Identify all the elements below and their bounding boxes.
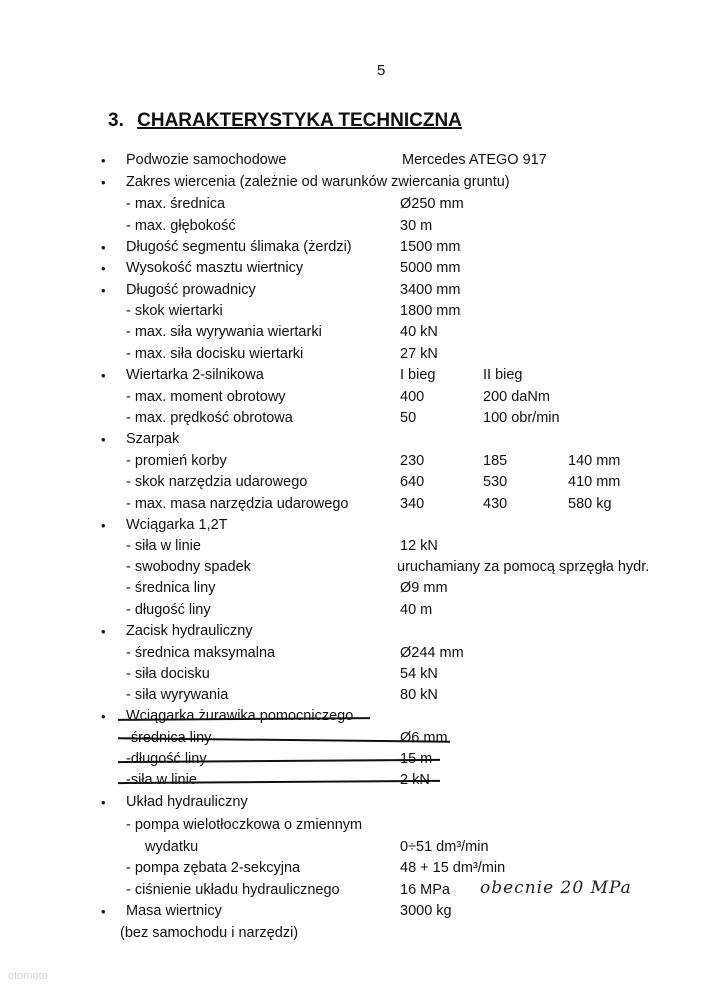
spec-label: - max. masa narzędzia udarowego (126, 496, 349, 512)
spec-label: Długość prowadnicy (126, 282, 256, 298)
bullet-icon: • (101, 709, 106, 724)
spec-label: Wysokość masztu wiertnicy (126, 260, 304, 276)
bullet-icon: • (101, 904, 106, 919)
spec-row (0, 706, 728, 727)
spec-label: - skok wiertarki (126, 303, 223, 319)
spec-label: -średnica liny (126, 730, 212, 746)
bullet-icon: • (101, 795, 106, 810)
spec-row (0, 280, 728, 301)
spec-row (0, 344, 728, 365)
spec-row (0, 621, 728, 642)
spec-row (0, 258, 728, 279)
spec-label: Zakres wiercenia (zależnie od warunków zwiercania gruntu) (126, 174, 510, 190)
spec-row (0, 150, 728, 171)
spec-row (0, 749, 728, 770)
spec-label: Wciągarka żurawika pomocniczego (126, 708, 354, 724)
spec-row (0, 194, 728, 215)
spec-label: - skok narzędzia udarowego (126, 474, 308, 490)
bullet-icon: • (101, 283, 106, 298)
spec-label: - średnica maksymalna (126, 645, 276, 661)
spec-value: 3000 kg (400, 903, 452, 919)
spec-label: - swobodny spadek (126, 559, 251, 575)
spec-label: -długość liny (126, 751, 207, 767)
spec-label: - ciśnienie układu hydraulicznego (126, 882, 340, 898)
spec-row (0, 901, 728, 922)
spec-value: 580 kg (568, 496, 612, 512)
spec-row (0, 536, 728, 557)
watermark: otomoto (8, 970, 48, 982)
spec-value: 185 (483, 453, 508, 469)
spec-label: - max. głębokość (126, 218, 236, 234)
spec-row (0, 237, 728, 258)
spec-value: 40 kN (400, 324, 438, 340)
spec-value: 15 m (400, 751, 433, 767)
spec-value: 400 (400, 389, 425, 405)
bullet-icon: • (101, 153, 106, 168)
spec-row (0, 728, 728, 749)
spec-label: (bez samochodu i narzędzi) (120, 925, 299, 941)
spec-value: 100 obr/min (483, 410, 560, 426)
spec-row (0, 664, 728, 685)
spec-row (0, 837, 728, 858)
section-number: 3. (108, 110, 124, 131)
spec-row (0, 858, 728, 879)
spec-label: - max. siła docisku wiertarki (126, 346, 304, 362)
spec-row (0, 216, 728, 237)
spec-label: - pompa zębata 2-sekcyjna (126, 860, 301, 876)
handwritten-note: obecnie 20 MPa (480, 878, 632, 898)
spec-label: Układ hydrauliczny (126, 794, 248, 810)
bullet-icon: • (101, 240, 106, 255)
spec-value: Ø9 mm (400, 580, 448, 596)
spec-value: 1500 mm (400, 239, 461, 255)
spec-row (0, 643, 728, 664)
spec-label: - promień korby (126, 453, 227, 469)
spec-label: Podwozie samochodowe (126, 152, 287, 168)
spec-row (0, 387, 728, 408)
spec-value: 410 mm (568, 474, 621, 490)
spec-row (0, 494, 728, 515)
spec-row (0, 451, 728, 472)
spec-row (0, 792, 728, 813)
bullet-icon: • (101, 432, 106, 447)
spec-label: Masa wiertnicy (126, 903, 222, 919)
spec-label: - średnica liny (126, 580, 216, 596)
spec-row (0, 365, 728, 386)
spec-label: - max. siła wyrywania wiertarki (126, 324, 322, 340)
spec-value: 230 (400, 453, 425, 469)
spec-row (0, 770, 728, 791)
spec-value: 430 (483, 496, 508, 512)
spec-row (0, 472, 728, 493)
spec-value: Ø250 mm (400, 196, 464, 212)
spec-label: - siła w linie (126, 538, 201, 554)
spec-value: 48 + 15 dm³/min (400, 860, 506, 876)
spec-value: 12 kN (400, 538, 438, 554)
spec-value: 140 mm (568, 453, 621, 469)
spec-label: Wciągarka 1,2T (126, 517, 228, 533)
spec-label: Zacisk hydrauliczny (126, 623, 253, 639)
spec-row (0, 600, 728, 621)
spec-value: 27 kN (400, 346, 438, 362)
spec-label: - max. średnica (126, 196, 226, 212)
spec-row (0, 685, 728, 706)
spec-value: 5000 mm (400, 260, 461, 276)
spec-label: - długość liny (126, 602, 211, 618)
bullet-icon: • (101, 518, 106, 533)
spec-value: 0÷51 dm³/min (400, 839, 489, 855)
spec-value: Mercedes ATEGO 917 (402, 152, 547, 168)
spec-value: uruchamiany za pomocą sprzęgła hydr. (397, 559, 650, 575)
spec-value: 3400 mm (400, 282, 461, 298)
spec-value: 80 kN (400, 687, 438, 703)
spec-row (0, 578, 728, 599)
spec-label: -siła w linie (126, 772, 197, 788)
bullet-icon: • (101, 624, 106, 639)
spec-label: Wiertarka 2-silnikowa (126, 367, 264, 383)
spec-row (0, 923, 728, 944)
spec-row (0, 322, 728, 343)
section-title: CHARAKTERYSTYKA TECHNICZNA (137, 110, 462, 131)
spec-label: - siła docisku (126, 666, 210, 682)
spec-value: 530 (483, 474, 508, 490)
spec-row (0, 408, 728, 429)
spec-label: Szarpak (126, 431, 180, 447)
spec-value: I bieg (400, 367, 436, 383)
spec-row (0, 172, 728, 193)
spec-label: - siła wyrywania (126, 687, 229, 703)
spec-value: 2 kN (400, 772, 430, 788)
spec-value: 54 kN (400, 666, 438, 682)
spec-label: wydatku (145, 839, 199, 855)
spec-row (0, 815, 728, 836)
spec-label: - pompa wielotłoczkowa o zmiennym (126, 817, 363, 833)
spec-value: 1800 mm (400, 303, 461, 319)
spec-value: 640 (400, 474, 425, 490)
spec-row (0, 515, 728, 536)
spec-value: 200 daNm (483, 389, 550, 405)
spec-value: 340 (400, 496, 425, 512)
spec-value: 40 m (400, 602, 433, 618)
spec-value: 50 (400, 410, 417, 426)
spec-row (0, 429, 728, 450)
bullet-icon: • (101, 261, 106, 276)
page-number: 5 (377, 62, 386, 79)
bullet-icon: • (101, 175, 106, 190)
spec-label: - max. prędkość obrotowa (126, 410, 293, 426)
spec-value: Ø6 mm (400, 730, 448, 746)
bullet-icon: • (101, 368, 106, 383)
section-heading (108, 110, 462, 132)
spec-row (0, 301, 728, 322)
spec-value: Ø244 mm (400, 645, 464, 661)
spec-row (0, 557, 728, 578)
spec-label: - max. moment obrotowy (126, 389, 286, 405)
spec-value: 30 m (400, 218, 433, 234)
spec-value: II bieg (483, 367, 523, 383)
spec-label: Długość segmentu ślimaka (żerdzi) (126, 239, 352, 255)
spec-value: 16 MPa (400, 882, 450, 898)
